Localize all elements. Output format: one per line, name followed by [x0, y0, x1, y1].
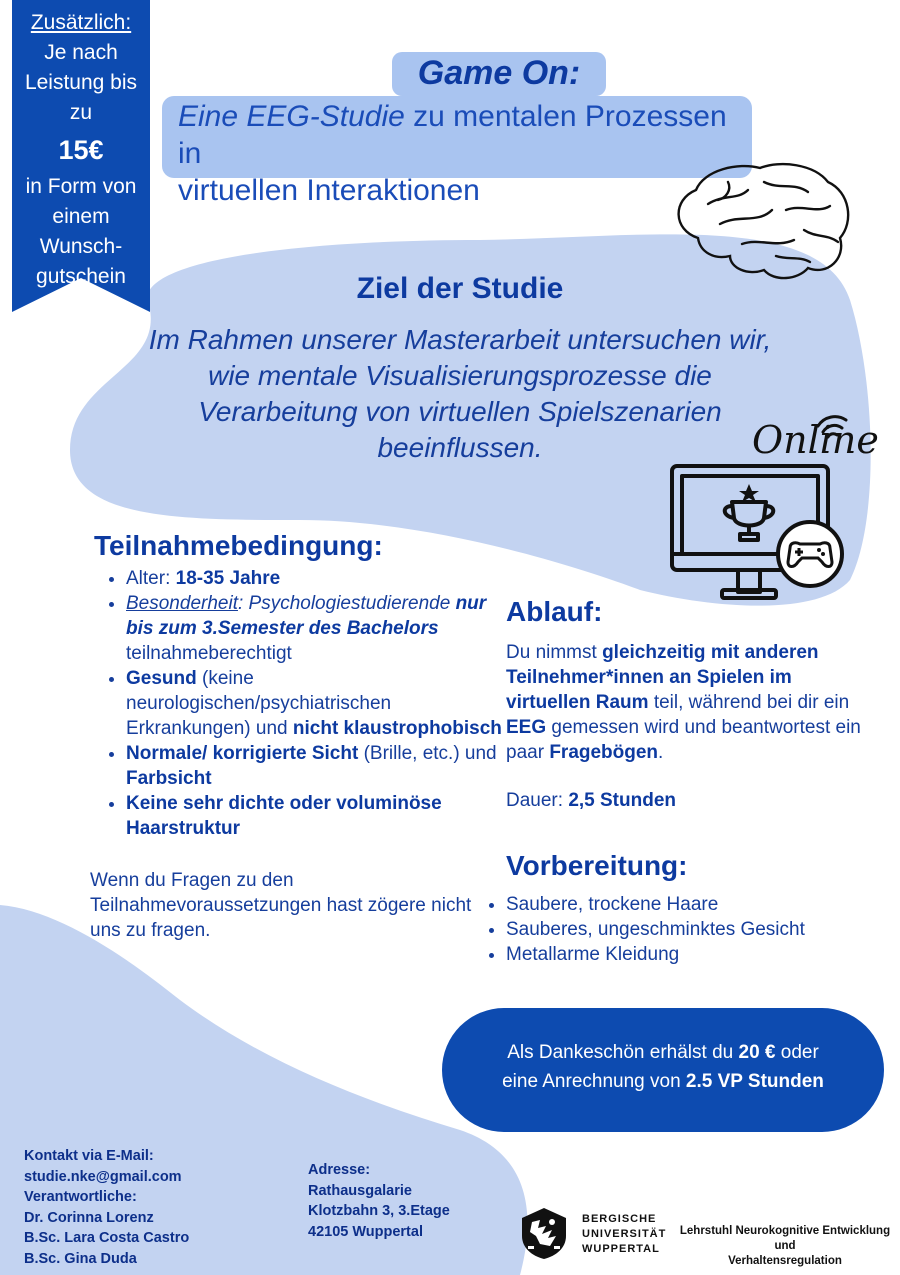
vorbereitung-heading: Vorbereitung:: [506, 850, 688, 881]
sicht-text: (Brille, etc.) und: [358, 743, 497, 764]
ribbon-line: Zusätzlich:: [30, 11, 132, 34]
page-subtitle: [178, 98, 748, 209]
ribbon-line: in Form von: [25, 175, 137, 198]
kontakt-label: Kontakt via E-Mail:: [24, 1148, 154, 1164]
dank-t2: oder: [775, 1042, 819, 1063]
haar-bold: Keine sehr dichte oder voluminöse Haarstruktur: [126, 793, 442, 839]
adresse-line: 42105 Wuppertal: [308, 1223, 423, 1240]
ribbon-line: zu: [69, 101, 93, 124]
list-item: [126, 566, 516, 591]
ablauf-b1: gleichzeitig mit anderen Teilnehmer*innen an Spielen im virtuellen Raum: [506, 642, 819, 713]
dauer: [506, 790, 676, 812]
kontakt-block: [24, 1146, 244, 1269]
person-name: Dr. Corinna Lorenz: [24, 1209, 154, 1226]
besonderheit-label: Besonderheit: [126, 593, 238, 614]
alter-label: Alter:: [126, 568, 176, 589]
ablauf-t2: teil, während bei dir ein: [648, 692, 850, 713]
dauer-label: Dauer:: [506, 790, 569, 811]
list-item: • Sauberes, ungeschminktes Gesicht: [506, 917, 886, 942]
ribbon-amount: 15€: [58, 135, 104, 165]
adresse-block: [308, 1160, 498, 1242]
ablauf-t3: gemessen wird und beantwortest ein paar: [506, 717, 861, 763]
online-label: Online: [752, 418, 879, 462]
ribbon-line: einem: [52, 205, 110, 228]
uni-line: UNIVERSITÄT: [582, 1228, 667, 1240]
lehrstuhl-name: [674, 1224, 896, 1269]
dank-t1: Als Dankeschön erhälst du: [507, 1042, 739, 1063]
besonderheit-rest: teilnahmeberechtigt: [126, 643, 292, 664]
reward-ribbon-text: [12, 8, 150, 292]
adresse-label: Adresse:: [308, 1162, 371, 1178]
teilnahme-heading: Teilnahmebedingung:: [94, 530, 383, 561]
lehrstuhl-line: Verhaltensregulation: [728, 1255, 842, 1267]
teilnahme-list: [104, 566, 516, 841]
uni-line: WUPPERTAL: [582, 1243, 660, 1255]
dank-b2: 2.5 VP Stunden: [685, 1071, 824, 1092]
ablauf-b2: EEG: [506, 717, 547, 738]
dauer-value: 2,5 Stunden: [568, 790, 676, 811]
dank-text: [450, 1038, 876, 1096]
ziel-heading: Ziel der Studie: [356, 272, 564, 305]
list-item: • Metallarme Kleidung: [506, 942, 886, 967]
verantwortliche-label: Verantwortliche:: [24, 1189, 137, 1205]
list-item: [126, 741, 516, 791]
ribbon-line: Je nach: [44, 41, 118, 64]
lehrstuhl-line: Lehrstuhl Neurokognitive Entwicklung und: [679, 1225, 891, 1252]
besonderheit-text: : Psychologiestudierende: [237, 593, 451, 614]
person-name: B.Sc. Gina Duda: [24, 1250, 137, 1267]
adresse-line: Klotzbahn 3, 3.Etage: [308, 1203, 450, 1219]
sicht-bold: Normale/ korrigierte Sicht: [126, 743, 359, 764]
ziel-text: [110, 322, 810, 466]
list-item: [126, 791, 516, 841]
person-name: B.Sc. Lara Costa Castro: [24, 1230, 190, 1246]
ablauf-t4: .: [658, 742, 664, 763]
sicht-bold2: Farbsicht: [126, 768, 212, 789]
subtitle-line2: virtuellen Interaktionen: [178, 174, 480, 207]
kontakt-email[interactable]: studie.nke@gmail.com: [24, 1168, 182, 1185]
list-item: [126, 666, 516, 741]
teilnahme-note: Wenn du Fragen zu den Teilnahmevoraussetzungen hast zögere nicht uns zu fragen.: [90, 870, 472, 941]
ziel-line: wie mentale Visualisierungsprozesse die: [208, 360, 712, 391]
besonderheit-bold: nur bis zum 3.Semester des Bachelors: [126, 593, 487, 639]
ziel-line: Verarbeitung von virtuellen Spielszenarien: [198, 396, 722, 427]
ablauf-text: [506, 640, 876, 765]
ablauf-b3: Fragebögen: [549, 742, 659, 763]
ablauf-heading: Ablauf:: [506, 596, 603, 627]
alter-value: 18-35 Jahre: [175, 568, 281, 589]
ablauf-t1: Du nimmst: [506, 642, 603, 663]
list-item: [126, 591, 516, 666]
list-item: • Saubere, trockene Haare: [506, 892, 886, 917]
ribbon-line: gutschein: [36, 265, 126, 288]
gesund-bold2: nicht klaustrophobisch: [292, 718, 502, 739]
gesund-bold: Gesund: [126, 668, 197, 689]
ziel-line: Im Rahmen unserer Masterarbeit untersuchen wir,: [148, 324, 772, 355]
vorbereitung-list: [484, 892, 886, 967]
ribbon-line: Wunsch-: [39, 235, 123, 258]
page-title: Game On:: [417, 54, 581, 92]
dank-b1: 20 €: [738, 1042, 776, 1063]
ziel-line: beeinflussen.: [377, 432, 543, 463]
brain-icon: [668, 160, 854, 284]
university-logo-icon: [518, 1206, 570, 1260]
ribbon-line: Leistung bis: [24, 71, 138, 94]
subtitle-italic: Eine EEG-Studie: [178, 100, 405, 133]
uni-line: BERGISCHE: [582, 1213, 657, 1225]
university-name: [582, 1212, 666, 1257]
dank-t3: eine Anrechnung von: [502, 1071, 686, 1092]
subtitle-rest: zu mentalen Prozessen in: [178, 100, 727, 170]
gesund-text: (keine neurologischen/psychiatrischen Erkrankungen) und: [126, 668, 392, 739]
adresse-line: Rathausgalarie: [308, 1182, 412, 1199]
monitor-gamepad-icon: [668, 462, 846, 604]
